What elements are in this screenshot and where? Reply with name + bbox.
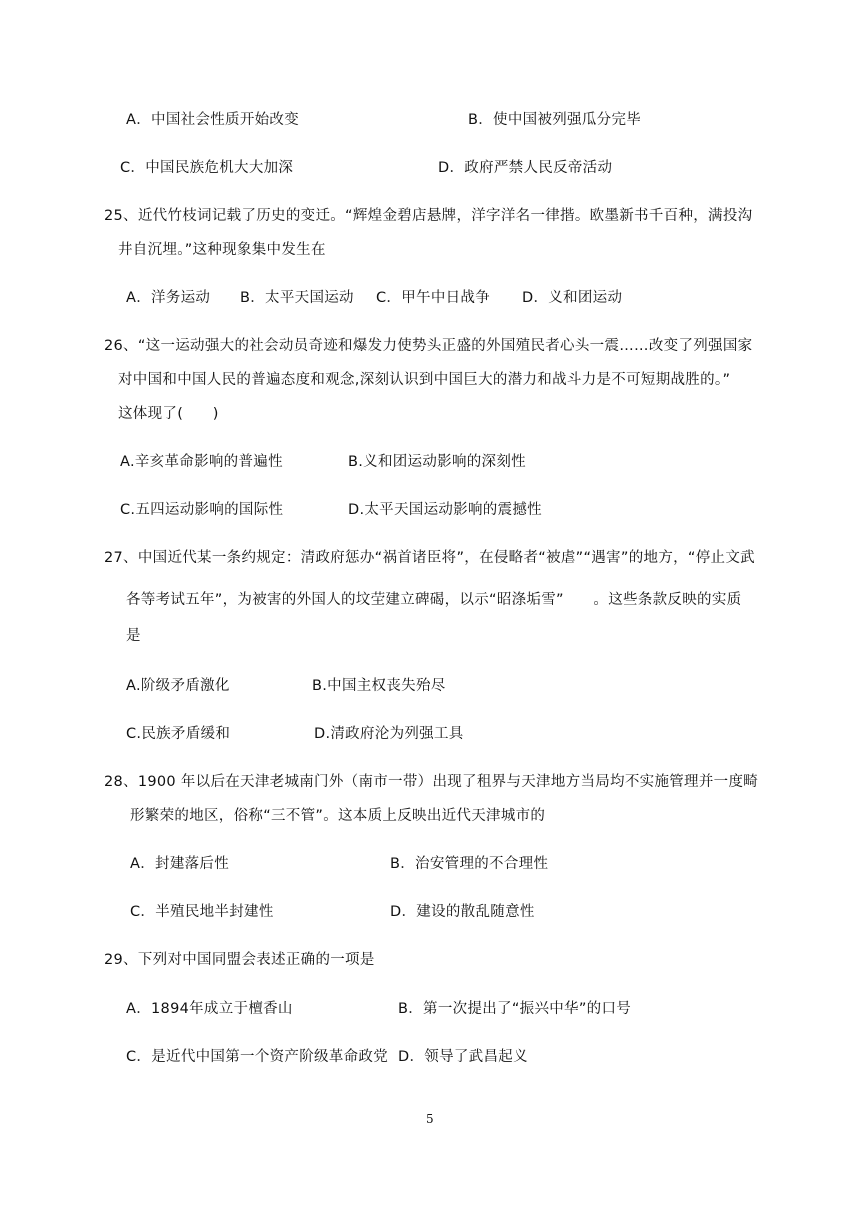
q29-option-b: B．第一次提出了“振兴中华”的口号: [398, 1001, 632, 1017]
q26-option-c: C.五四运动影响的国际性: [120, 502, 284, 518]
q29-option-a: A．1894年成立于檀香山: [126, 1001, 293, 1017]
q24-option-a: A．中国社会性质开始改变: [126, 112, 300, 128]
q24-option-d: D．政府严禁人民反帝活动: [438, 160, 613, 176]
q28-stem-line-2: 形繁荣的地区，俗称“三不管”。这本质上反映出近代天津城市的: [130, 808, 546, 824]
q26-option-d: D.太平天国运动影响的震撼性: [348, 502, 542, 518]
q25-option-b: B．太平天国运动: [240, 290, 354, 306]
q28-option-d: D．建设的散乱随意性: [390, 904, 535, 920]
q25-stem-line-2: 井自沉埋。”这种现象集中发生在: [118, 242, 326, 258]
q26-stem-line-3: 这体现了( ): [118, 406, 219, 422]
q27-option-b: B.中国主权丧失殆尽: [312, 678, 446, 694]
q26-option-b: B.义和团运动影响的深刻性: [348, 454, 526, 470]
q27-option-d: D.清政府沦为列强工具: [314, 726, 464, 742]
q26-stem-line-1: 26、“这一运动强大的社会动员奇迹和爆发力使势头正盛的外国殖民者心头一震……改变了列强国家: [104, 338, 753, 354]
q29-stem-line-1: 29、下列对中国同盟会表述正确的一项是: [104, 952, 375, 968]
q27-stem-line-2: 各等考试五年”，为被害的外国人的坟茔建立碑碣，以示“昭涤垢雪” 。这些条款反映的实质: [126, 592, 742, 608]
q28-option-b: B．治安管理的不合理性: [390, 856, 549, 872]
q28-option-a: A．封建落后性: [130, 856, 230, 872]
q27-option-a: A.阶级矛盾激化: [126, 678, 230, 694]
q25-option-d: D．义和团运动: [522, 290, 623, 306]
q29-option-c: C．是近代中国第一个资产阶级革命政党: [126, 1049, 389, 1065]
q27-option-c: C.民族矛盾缓和: [126, 726, 231, 742]
q28-stem-line-1: 28、1900 年以后在天津老城南门外（南市一带）出现了租界与天津地方当局均不实施管理并一度畸: [104, 774, 759, 790]
page-number: 5: [426, 1112, 434, 1126]
q27-stem-line-3: 是: [126, 628, 141, 644]
q26-stem-line-2: 对中国和中国人民的普遍态度和观念,深刻认识到中国巨大的潜力和战斗力是不可短期战胜的。”: [118, 372, 731, 388]
q27-stem-line-1: 27、中国近代某一条约规定：清政府惩办“祸首诸臣将”，在侵略者“被虐”“遇害”的地方，“停止文武: [104, 550, 755, 566]
q25-stem-line-1: 25、近代竹枝词记载了历史的变迁。“辉煌金碧店悬牌，洋字洋名一律揩。欧墨新书千百种，满投沟: [104, 208, 753, 224]
q25-option-a: A．洋务运动: [126, 290, 211, 306]
q26-option-a: A.辛亥革命影响的普遍性: [120, 454, 283, 470]
q25-option-c: C．甲午中日战争: [376, 290, 491, 306]
q29-option-d: D．领导了武昌起义: [398, 1049, 528, 1065]
q24-option-c: C．中国民族危机大大加深: [120, 160, 294, 176]
q24-option-b: B．使中国被列强瓜分完毕: [468, 112, 642, 128]
q28-option-c: C．半殖民地半封建性: [130, 904, 274, 920]
